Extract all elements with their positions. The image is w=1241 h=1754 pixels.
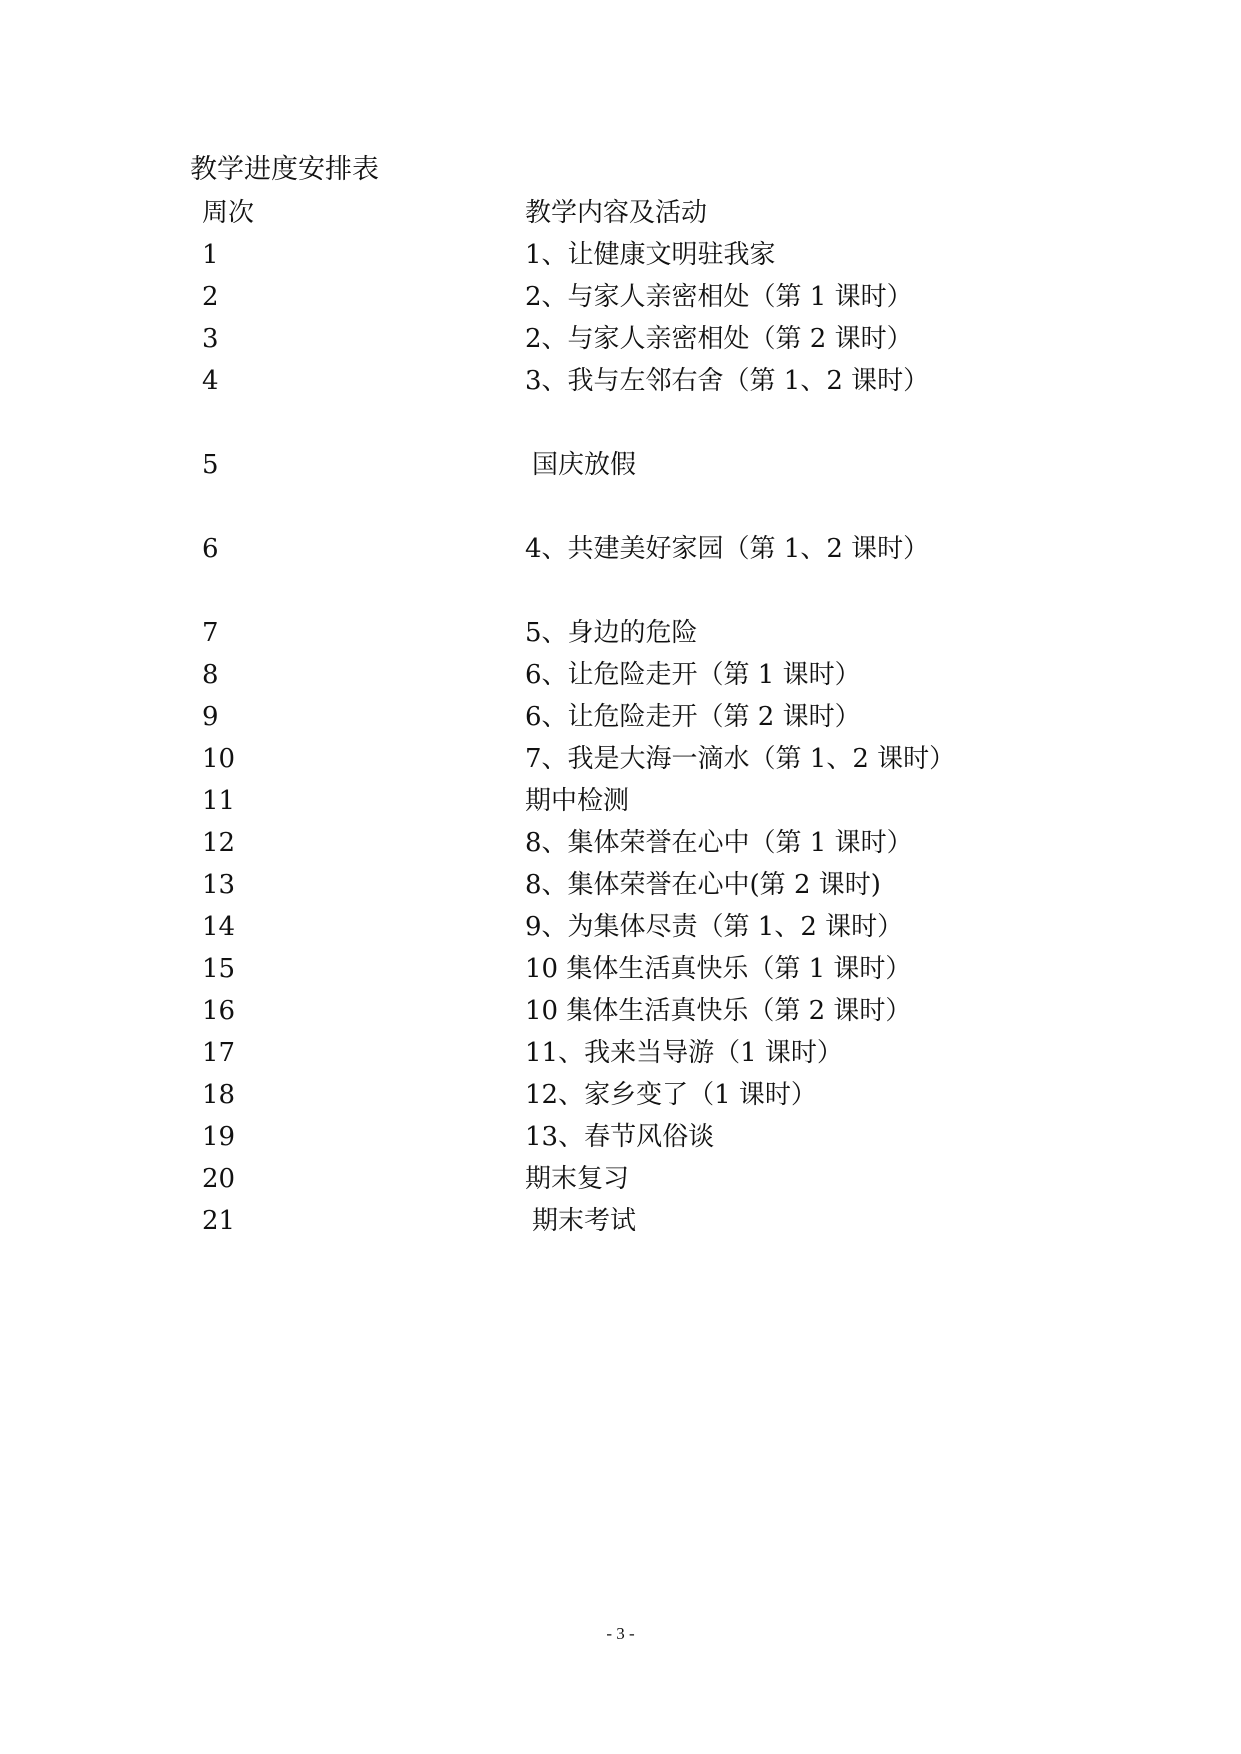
lesson-content: 13、春节风俗谈 <box>525 1122 715 1152</box>
lesson-content: 3、我与左邻右舍（第 1、2 课时） <box>525 366 930 396</box>
schedule-row <box>0 445 1241 485</box>
schedule-row <box>0 823 1241 863</box>
lesson-content: 9、为集体尽责（第 1、2 课时） <box>525 912 904 942</box>
lesson-content: 12、家乡变了（1 课时） <box>525 1080 817 1110</box>
week-number: 17 <box>202 1038 236 1068</box>
week-number: 2 <box>202 282 219 312</box>
week-number: 3 <box>202 324 219 354</box>
schedule-row <box>0 781 1241 821</box>
schedule-row <box>0 529 1241 569</box>
schedule-row <box>0 865 1241 905</box>
lesson-content: 11、我来当导游（1 课时） <box>525 1038 843 1068</box>
lesson-content: 10 集体生活真快乐（第 2 课时） <box>525 996 912 1026</box>
lesson-content: 6、让危险走开（第 1 课时） <box>525 660 861 690</box>
week-number: 6 <box>202 534 219 564</box>
week-number: 18 <box>202 1080 236 1110</box>
week-number: 8 <box>202 660 219 690</box>
week-number: 16 <box>202 996 236 1026</box>
lesson-content: 5、身边的危险 <box>525 618 698 648</box>
week-number: 9 <box>202 702 219 732</box>
page-number: - 3 - <box>606 1624 635 1643</box>
week-number: 10 <box>202 744 236 774</box>
schedule-row <box>0 235 1241 275</box>
week-number: 5 <box>202 450 219 480</box>
schedule-row <box>0 697 1241 737</box>
lesson-content: 10 集体生活真快乐（第 1 课时） <box>525 954 912 984</box>
week-number: 15 <box>202 954 236 984</box>
schedule-row <box>0 319 1241 359</box>
schedule-row <box>0 949 1241 989</box>
schedule-row <box>0 1033 1241 1073</box>
lesson-content: 国庆放假 <box>532 450 637 480</box>
lesson-content: 期末考试 <box>532 1206 637 1236</box>
lesson-content: 2、与家人亲密相处（第 2 课时） <box>525 324 913 354</box>
lesson-content: 2、与家人亲密相处（第 1 课时） <box>525 282 913 312</box>
schedule-row <box>0 277 1241 317</box>
schedule-row <box>0 1075 1241 1115</box>
week-number: 4 <box>202 366 219 396</box>
schedule-row <box>0 1201 1241 1241</box>
lesson-content: 8、集体荣誉在心中（第 1 课时） <box>525 828 913 858</box>
week-number: 20 <box>202 1164 236 1194</box>
lesson-content: 4、共建美好家园（第 1、2 课时） <box>525 534 930 564</box>
schedule-row <box>0 613 1241 653</box>
week-number: 21 <box>202 1206 236 1236</box>
week-number: 19 <box>202 1122 236 1152</box>
content-column-header: 教学内容及活动 <box>525 198 708 228</box>
week-number: 14 <box>202 912 236 942</box>
schedule-row <box>0 1159 1241 1199</box>
schedule-row <box>0 907 1241 947</box>
lesson-content: 1、让健康文明驻我家 <box>525 240 776 270</box>
schedule-row <box>0 739 1241 779</box>
schedule-row <box>0 991 1241 1031</box>
lesson-content: 8、集体荣誉在心中(第 2 课时) <box>525 870 881 900</box>
schedule-row <box>0 361 1241 401</box>
lesson-content: 期末复习 <box>525 1164 630 1194</box>
page-title: 教学进度安排表 <box>190 154 379 185</box>
lesson-content: 期中检测 <box>525 786 630 816</box>
schedule-row <box>0 655 1241 695</box>
week-number: 13 <box>202 870 236 900</box>
week-number: 12 <box>202 828 236 858</box>
week-number: 11 <box>202 786 236 816</box>
schedule-row <box>0 1117 1241 1157</box>
week-number: 7 <box>202 618 219 648</box>
lesson-content: 6、让危险走开（第 2 课时） <box>525 702 861 732</box>
schedule-header-row <box>0 193 1241 233</box>
week-column-header: 周次 <box>202 198 255 228</box>
week-number: 1 <box>202 240 219 270</box>
lesson-content: 7、我是大海一滴水（第 1、2 课时） <box>525 744 956 774</box>
